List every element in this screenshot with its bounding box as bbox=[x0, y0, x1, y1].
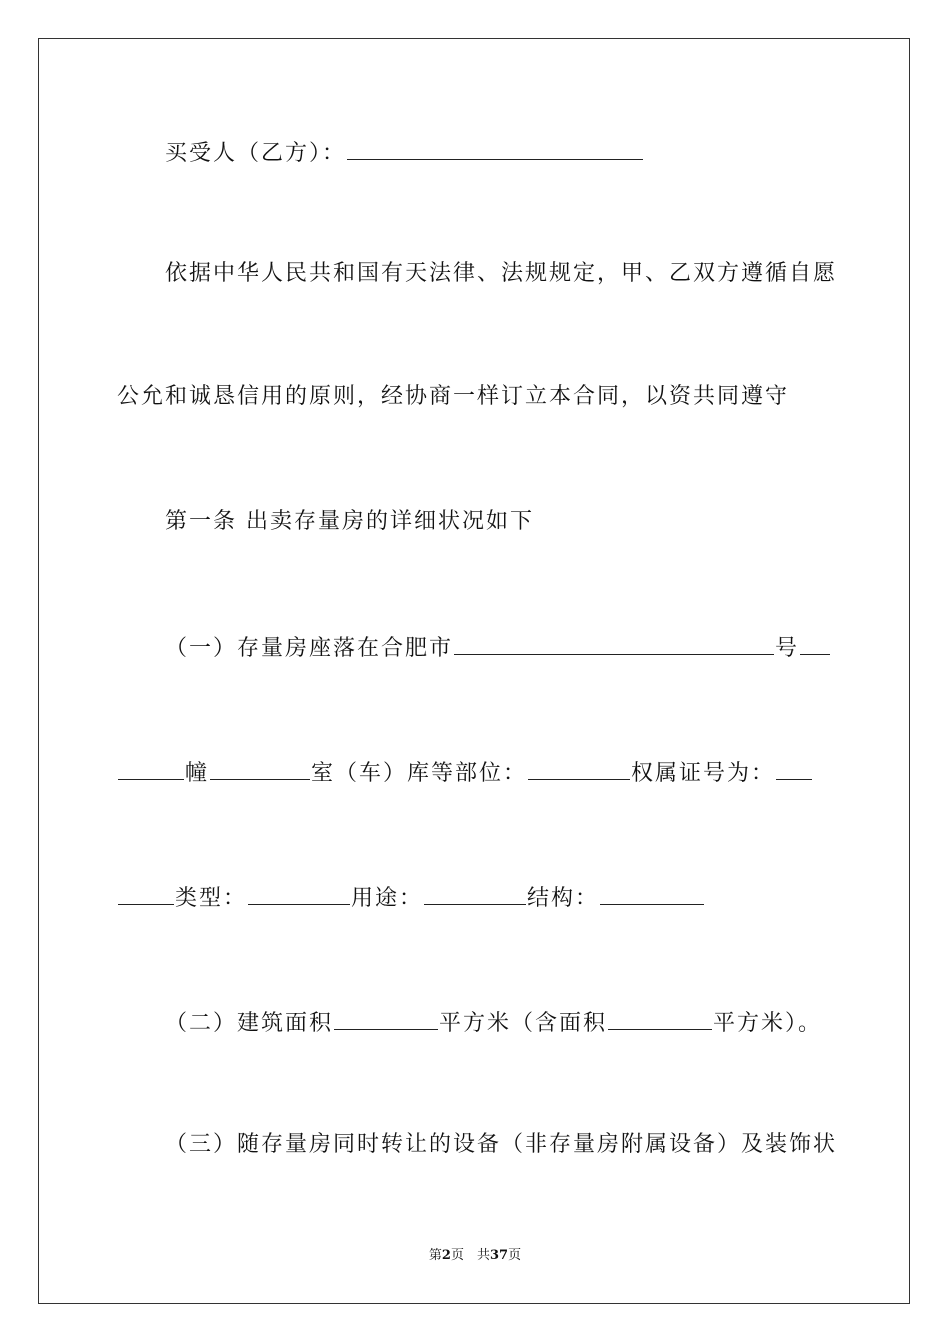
item-1-prefix: （一）存量房座落在合肥市 bbox=[165, 636, 454, 661]
buyer-label: 买受人（乙方）： bbox=[165, 141, 347, 166]
item-1c-leixing: 类型： bbox=[175, 886, 248, 911]
item-1b-line bbox=[117, 757, 813, 789]
item-1c-jiegou: 结构： bbox=[527, 886, 600, 911]
building-blank bbox=[118, 757, 184, 780]
item-2-suffix: 平方米）。 bbox=[713, 1011, 823, 1036]
certificate-blank-start bbox=[776, 757, 812, 780]
footer-suffix: 页 bbox=[508, 1248, 522, 1263]
footer-current-page: 2 bbox=[441, 1248, 451, 1263]
buyer-blank bbox=[347, 137, 643, 160]
number-blank bbox=[800, 632, 830, 655]
article-1-heading: 第一条 出卖存量房的详细状况如下 bbox=[165, 509, 534, 534]
item-3-line: （三）随存量房同时转让的设备（非存量房附属设备）及装饰状 bbox=[165, 1132, 838, 1157]
item-2-prefix: （二）建筑面积 bbox=[165, 1011, 334, 1036]
item-1-line bbox=[165, 632, 831, 664]
item-1c-line bbox=[117, 882, 705, 914]
item-1-hao: 号 bbox=[775, 636, 800, 661]
room-blank bbox=[210, 757, 310, 780]
item-1b-quanshu: 权属证号为： bbox=[631, 761, 776, 786]
page-border bbox=[38, 38, 910, 1304]
footer-total-pages: 37 bbox=[489, 1248, 509, 1263]
structure-blank bbox=[600, 882, 704, 905]
intro-line-1: 依据中华人民共和国有天法律、法规规定，甲、乙双方遵循自愿 bbox=[165, 261, 838, 286]
location-blank bbox=[528, 757, 630, 780]
item-1b-shi: 室（车）库等部位： bbox=[311, 761, 528, 786]
buyer-line bbox=[165, 137, 644, 169]
item-2-mid: 平方米（含面积 bbox=[439, 1011, 608, 1036]
page-footer bbox=[0, 1247, 950, 1265]
intro-line-2: 公允和诚恳信用的原则，经协商一样订立本合同，以资共同遵守 bbox=[117, 384, 790, 409]
shared-area-blank bbox=[608, 1007, 712, 1030]
type-blank bbox=[248, 882, 350, 905]
footer-mid: 页 共 bbox=[450, 1248, 490, 1263]
item-1b-zhuang: 幢 bbox=[185, 761, 210, 786]
usage-blank bbox=[424, 882, 526, 905]
address-blank bbox=[454, 632, 774, 655]
item-2-line bbox=[165, 1007, 822, 1039]
certificate-blank-end bbox=[118, 882, 174, 905]
item-1c-yongtu: 用途： bbox=[351, 886, 424, 911]
area-blank bbox=[334, 1007, 438, 1030]
footer-prefix: 第 bbox=[428, 1248, 442, 1263]
